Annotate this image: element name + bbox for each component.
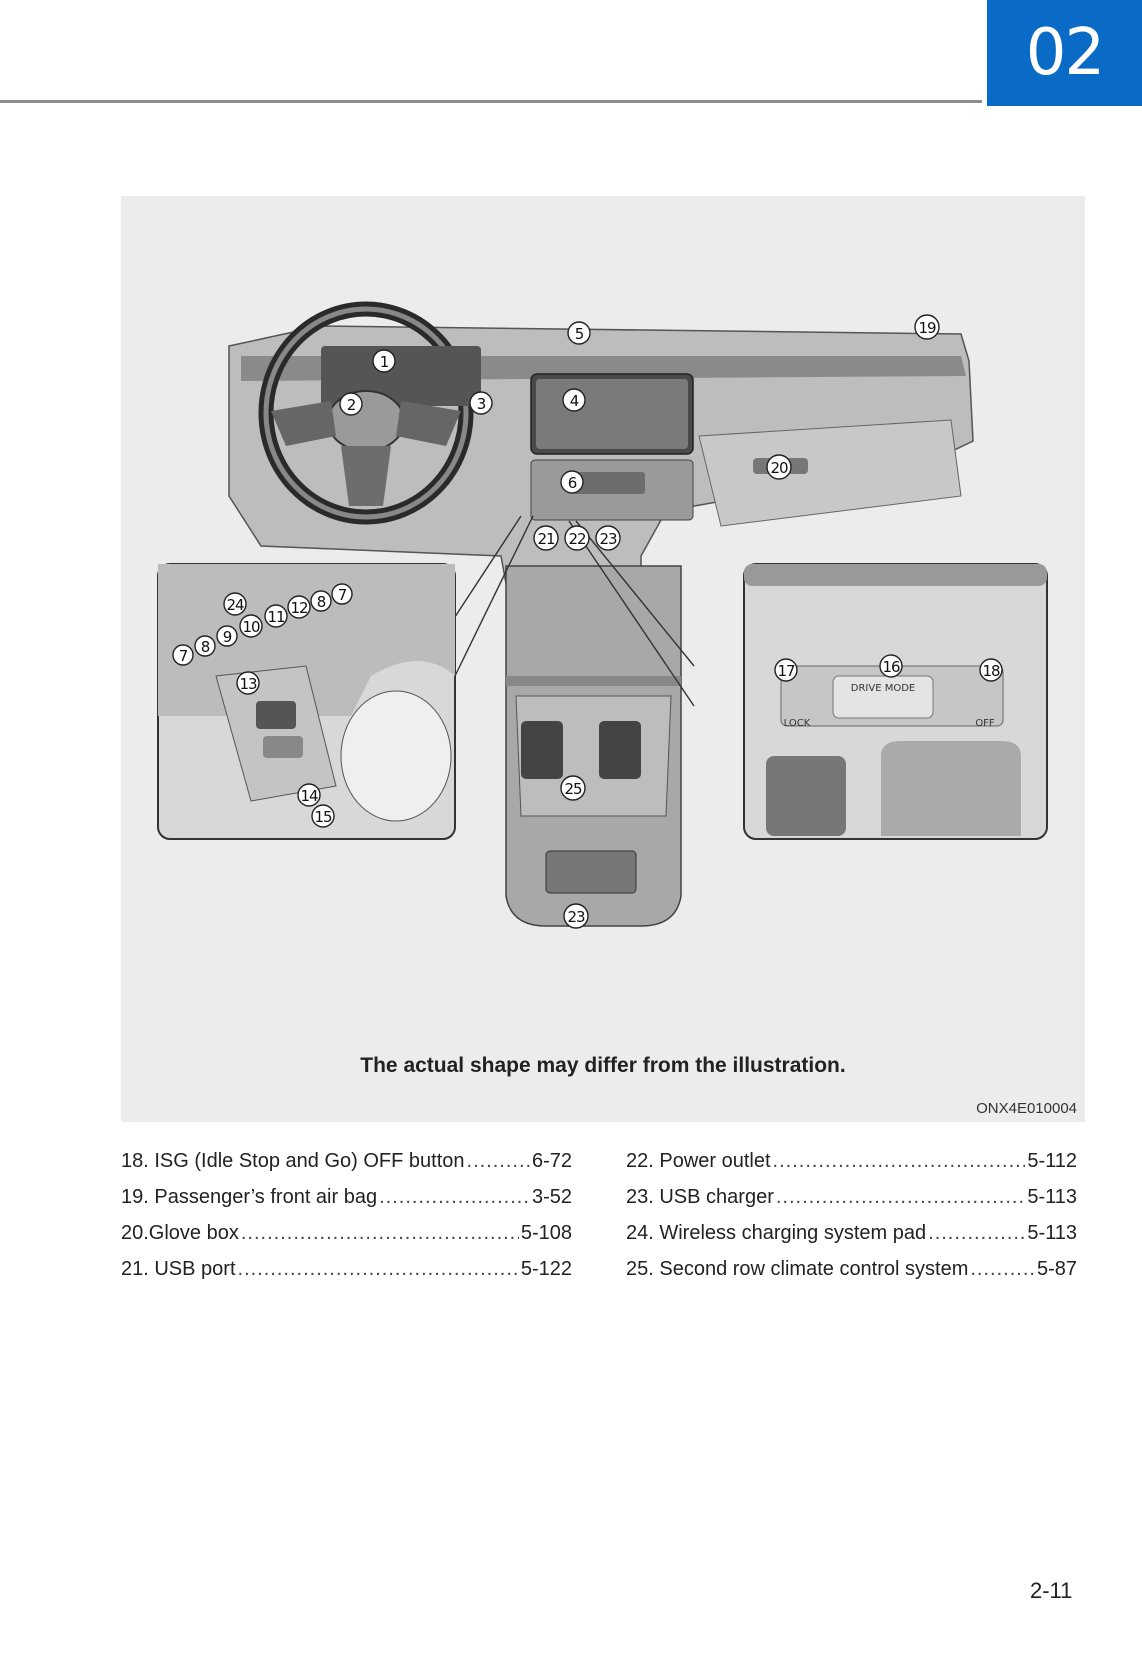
callout-3 <box>470 392 492 414</box>
inset-selector-button-1 <box>256 701 296 729</box>
svg-text:23: 23 <box>599 530 617 548</box>
leader-dots <box>241 1222 519 1245</box>
index-label: 24. Wireless charging system pad <box>626 1222 927 1244</box>
figure-code: ONX4E010004 <box>976 1100 1077 1117</box>
index-label: 23. USB charger <box>626 1186 774 1208</box>
callout-23 <box>596 526 620 550</box>
svg-text:25: 25 <box>564 780 582 798</box>
leader-dots <box>970 1258 1035 1281</box>
leader-dots <box>379 1186 530 1209</box>
callout-7 <box>173 645 193 665</box>
header-rule <box>0 100 982 103</box>
callout-21 <box>534 526 558 550</box>
svg-text:11: 11 <box>267 608 285 626</box>
leader-dots <box>928 1222 1025 1245</box>
svg-text:1: 1 <box>379 353 389 371</box>
climate-display <box>573 472 645 494</box>
rear-usb-panel <box>546 851 636 893</box>
svg-text:7: 7 <box>337 586 347 604</box>
callout-18 <box>980 659 1002 681</box>
callout-10 <box>240 615 262 637</box>
svg-text:8: 8 <box>316 593 326 611</box>
svg-text:7: 7 <box>178 647 188 665</box>
inset-drive-mode-strip <box>744 564 1047 586</box>
rear-vent-right <box>599 721 641 779</box>
page-number: 2-11 <box>1030 1578 1073 1603</box>
index-row <box>121 1222 572 1258</box>
callout-5 <box>568 322 590 344</box>
index-row <box>121 1150 572 1186</box>
svg-text:4: 4 <box>569 392 579 410</box>
index-row <box>626 1222 1077 1258</box>
index-label: 21. USB port <box>121 1258 236 1280</box>
svg-text:18: 18 <box>982 662 1000 680</box>
svg-text:12: 12 <box>290 599 308 617</box>
index-row <box>626 1258 1077 1294</box>
index-page: 5-122 <box>520 1258 572 1280</box>
rear-vent-left <box>521 721 563 779</box>
svg-text:20: 20 <box>770 459 788 477</box>
svg-text:22: 22 <box>568 530 586 548</box>
svg-text:14: 14 <box>300 787 318 805</box>
index-label: 20.Glove box <box>121 1222 239 1244</box>
svg-text:6: 6 <box>567 474 577 492</box>
callout-9 <box>217 626 237 646</box>
center-display-screen <box>536 379 688 449</box>
leader-dots <box>776 1186 1025 1209</box>
svg-text:3: 3 <box>476 395 486 413</box>
steering-spoke-bottom <box>341 446 391 506</box>
glove-box-shape <box>699 420 961 526</box>
callout-19 <box>915 315 939 339</box>
svg-text:17: 17 <box>777 662 795 680</box>
svg-text:8: 8 <box>200 638 210 656</box>
svg-text:10: 10 <box>242 618 260 636</box>
index-label: 19. Passenger’s front air bag <box>121 1186 378 1208</box>
index-page: 5-113 <box>1027 1222 1077 1244</box>
steering-wheel-hub <box>328 391 404 451</box>
callout-13 <box>237 672 259 694</box>
leader-dots <box>773 1150 1026 1173</box>
svg-text:19: 19 <box>918 319 936 337</box>
callout-15 <box>312 805 334 827</box>
index-row <box>121 1186 572 1222</box>
callout-7-b <box>332 584 352 604</box>
dashboard-figure <box>121 196 1085 1122</box>
callout-20 <box>767 455 791 479</box>
callout-25 <box>561 776 585 800</box>
index-list-right <box>626 1150 1077 1294</box>
leader-dots <box>238 1258 519 1281</box>
figure-caption: The actual shape may differ from the illustration. <box>360 1054 846 1077</box>
index-list-left <box>121 1150 572 1294</box>
svg-text:23: 23 <box>567 908 585 926</box>
index-page: 6-72 <box>531 1150 572 1172</box>
svg-text:5: 5 <box>574 325 584 343</box>
callout-8 <box>195 636 215 656</box>
callout-11 <box>265 605 287 627</box>
index-page: 5-113 <box>1027 1186 1077 1208</box>
off-label: OFF <box>975 718 995 729</box>
chapter-tab: 02 <box>987 0 1142 106</box>
callout-2 <box>340 393 362 415</box>
inset-selector-button-2 <box>263 736 303 758</box>
console-armrest-edge <box>506 676 681 686</box>
callout-8-b <box>311 591 331 611</box>
inset-right-cubby <box>766 756 846 836</box>
index-page: 5-87 <box>1036 1258 1077 1280</box>
leader-dots <box>467 1150 530 1173</box>
drive-mode-label: DRIVE MODE <box>850 683 916 694</box>
index-label: 25. Second row climate control system <box>626 1258 969 1280</box>
index-row <box>626 1186 1077 1222</box>
callout-23-rear <box>564 904 588 928</box>
svg-text:21: 21 <box>537 530 555 548</box>
callout-1 <box>373 350 395 372</box>
svg-text:16: 16 <box>882 658 900 676</box>
index-row <box>626 1150 1077 1186</box>
callout-24 <box>224 593 246 615</box>
callout-16 <box>880 655 902 677</box>
svg-text:2: 2 <box>346 396 356 414</box>
index-row <box>121 1258 572 1294</box>
dashboard-illustration <box>121 196 1085 1122</box>
lock-label: LOCK <box>783 718 811 729</box>
callout-14 <box>298 784 320 806</box>
svg-text:24: 24 <box>226 596 244 614</box>
inset-cup-holder <box>341 691 451 821</box>
index-page: 3-52 <box>531 1186 572 1208</box>
index-label: 22. Power outlet <box>626 1150 771 1172</box>
svg-text:9: 9 <box>222 628 232 646</box>
callout-6 <box>561 471 583 493</box>
index-page: 5-108 <box>520 1222 572 1244</box>
svg-text:13: 13 <box>239 675 257 693</box>
callout-17 <box>775 659 797 681</box>
index-label: 18. ISG (Idle Stop and Go) OFF button <box>121 1150 465 1172</box>
callout-4 <box>563 389 585 411</box>
index-page: 5-112 <box>1027 1150 1077 1172</box>
callout-22 <box>565 526 589 550</box>
svg-text:15: 15 <box>314 808 332 826</box>
inset-right-shifter <box>881 741 1021 836</box>
callout-12 <box>288 596 310 618</box>
